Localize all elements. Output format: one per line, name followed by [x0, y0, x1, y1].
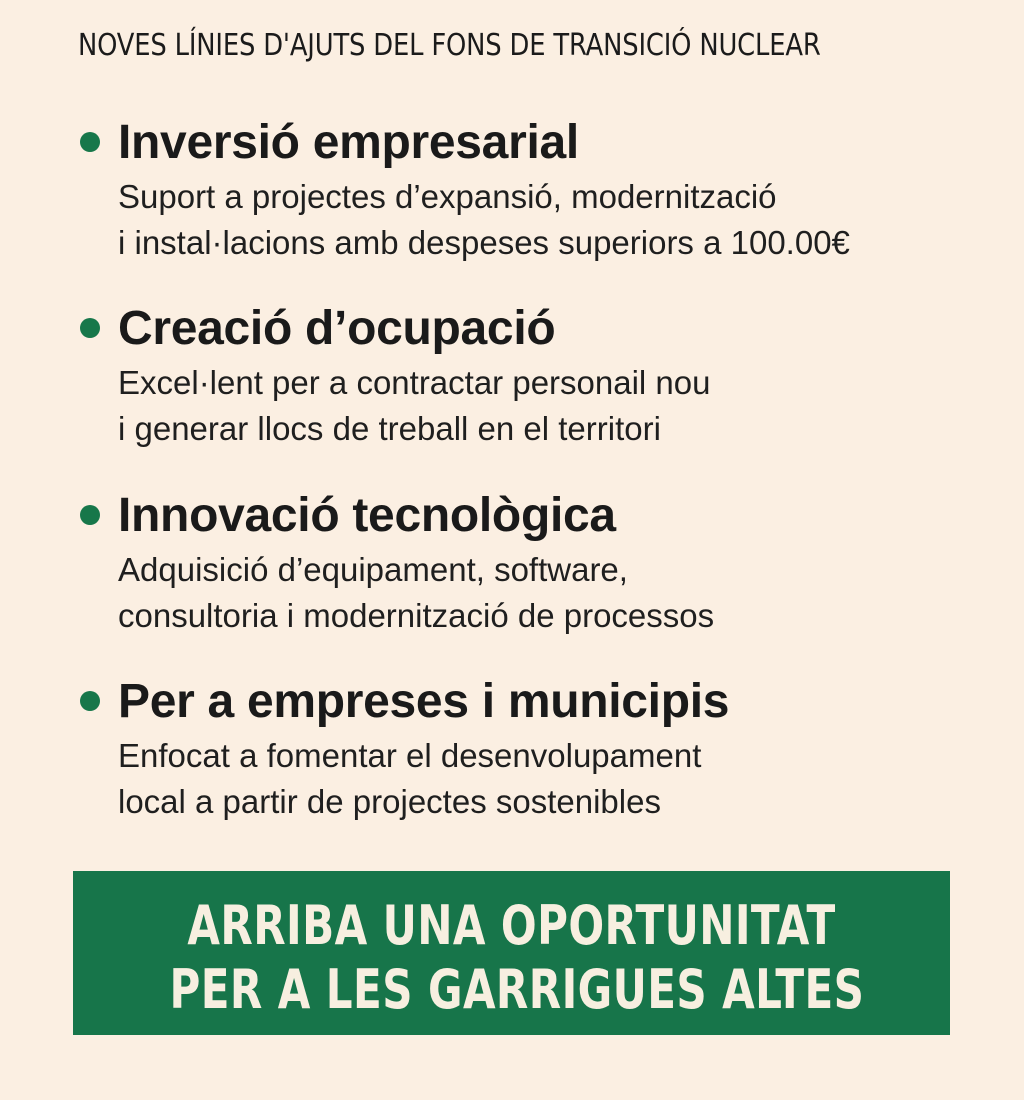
item-description-line: consultoria i modernització de processos — [118, 597, 715, 634]
item-title: Innovació tecnològica — [118, 489, 616, 542]
item-description-line: Enfocat a fomentar el desenvolupament — [118, 737, 702, 774]
item-description — [118, 174, 850, 266]
page-title: NOVES LÍNIES D'AJUTS DEL FONS DE TRANSICIÓ NUCLEAR — [78, 28, 821, 63]
item-description — [118, 733, 701, 825]
item-description-line: local a partir de projectes sostenibles — [118, 783, 661, 820]
item-title: Per a empreses i municipis — [118, 675, 730, 728]
item-description-line: Suport a projectes d’expansió, modernització — [118, 178, 777, 215]
call-to-action-banner — [73, 871, 950, 1035]
bullet-dot-icon — [80, 505, 100, 525]
item-description — [118, 360, 711, 452]
bullet-dot-icon — [80, 691, 100, 711]
banner-line: PER A LES GARRIGUES ALTES — [169, 958, 865, 1021]
item-title: Inversió empresarial — [118, 116, 579, 169]
item-description-line: i instal·lacions amb despeses superiors a 100.00€ — [118, 224, 850, 261]
banner-line: ARRIBA UNA OPORTUNITAT — [187, 894, 836, 957]
item-description — [118, 547, 714, 639]
item-description-line: Excel·lent per a contractar personail nou — [118, 364, 711, 401]
item-description-line: Adquisició d’equipament, software, — [118, 551, 628, 588]
bullet-dot-icon — [80, 132, 100, 152]
bullet-dot-icon — [80, 318, 100, 338]
item-title: Creació d’ocupació — [118, 302, 556, 355]
item-description-line: i generar llocs de treball en el territori — [118, 410, 661, 447]
